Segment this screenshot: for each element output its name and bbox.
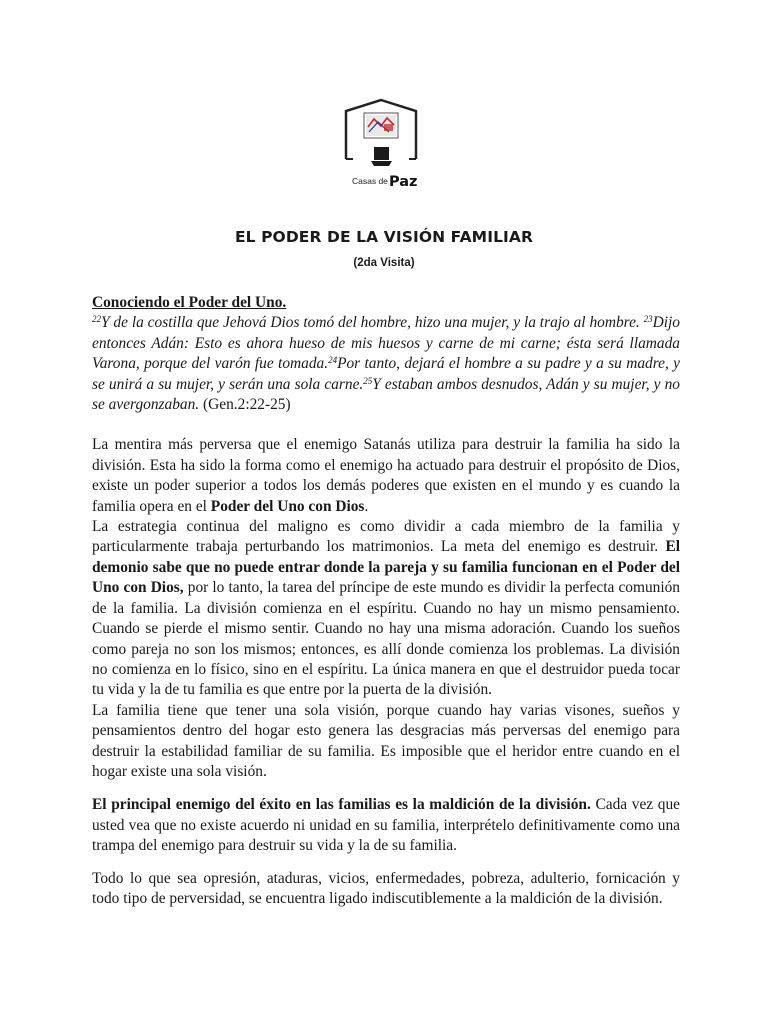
paragraph-text: La estrategia continua del maligno es como dividir a cada miembro de la familia y particularmente trabaja perturbando los matrimonios. La meta del enemigo es destruir.: [92, 518, 680, 556]
house-logo-icon: [346, 100, 416, 166]
verse-text: Por tanto, dejará el hombre a su padre y a su madre, y se unirá a su mujer, y serán una sola carne.: [92, 355, 680, 393]
paragraph: La familia tiene que tener una sola visión, porque cuando hay varias visones, sueños y pensamientos dentro del hogar esto genera las desgracias más perversas del enemigo para destruir la estabilidad familiar de su familia. Es imposible que el heridor entre cuando en el hogar existe una sola visión.: [92, 701, 680, 780]
casas-de-paz-logo: [334, 97, 428, 195]
section-heading: Conociendo el Poder del Uno.: [92, 294, 287, 311]
document-body: [92, 293, 680, 909]
paragraph: [92, 517, 680, 701]
scripture-passage: [92, 313, 680, 415]
verse-text: Y estaban ambos desnudos, Adán y su mujer, y no se avergonzaban.: [92, 375, 680, 414]
verse-number: 24: [328, 355, 338, 366]
paragraph-text: por lo tanto, la tarea del príncipe de este mundo es dividir la perfecta comunión de la familia. La división comienza en el espíritu. Cuando no hay un mismo pensamiento. Cuando se pierde el mismo sentir. Cuando no hay una misma adoración. Cuando los sueños como pareja no son los mismos; entonces, es allí donde comienza los problemas. La división no comienza en lo físico, sino en el espíritu. La única manera en que el destruidor pueda tocar tu vida y la de tu familia es que entre por la puerta de la división.: [92, 579, 681, 699]
verse-number: 25: [363, 375, 373, 386]
logo-text-casas-de: Casas de: [352, 176, 388, 186]
paragraph: [92, 795, 680, 856]
paragraph-text: Cada vez que usted vea que no existe acuerdo ni unidad en su familia, interprételo definitivamente como una trampa del enemigo para destruir su vida y la de su familia.: [92, 796, 680, 855]
paragraph-emphasis: Poder del Uno con Dios: [210, 497, 365, 515]
document-title: EL PODER DE LA VISIÓN FAMILIAR: [234, 228, 534, 246]
paragraph: [92, 435, 680, 517]
logo-text-paz: Paz: [389, 174, 418, 190]
verse-text: Y de la costilla que Jehová Dios tomó del hombre, hizo una mujer, y la trajo al hombre.: [101, 314, 644, 332]
paragraph-emphasis: El principal enemigo del éxito en las familias es la maldición de la división.: [92, 796, 591, 814]
paragraph-text: La mentira más perversa que el enemigo Satanás utiliza para destruir la familia ha sido la división. Esta ha sido la forma como el enemigo ha actuado para destruir el propósito de Dios, existe un poder superior a todos los demás poderes que existen en el mundo y es cuando la familia opera en el: [92, 436, 680, 515]
verse-text: Dijo entonces Adán: Esto es ahora hueso de mis huesos y carne de mi carne; ésta será llamada Varona, porque del varón fue tomada.: [92, 314, 680, 373]
paragraph-emphasis: El demonio sabe que no puede entrar donde la pareja y su familia funcionan en el Poder del Uno con Dios,: [92, 538, 680, 597]
verse-number: 22: [92, 314, 101, 325]
paragraph-text: .: [364, 497, 369, 515]
verse-number: 23: [643, 314, 653, 325]
scripture-reference: (Gen.2:22-25): [199, 396, 291, 414]
paragraph: Todo lo que sea opresión, ataduras, vicios, enfermedades, pobreza, adulterio, fornicación y todo tipo de perversidad, se encuentra ligado indiscutiblemente a la maldición de la división.: [92, 869, 680, 907]
document-subtitle: (2da Visita): [353, 257, 415, 269]
